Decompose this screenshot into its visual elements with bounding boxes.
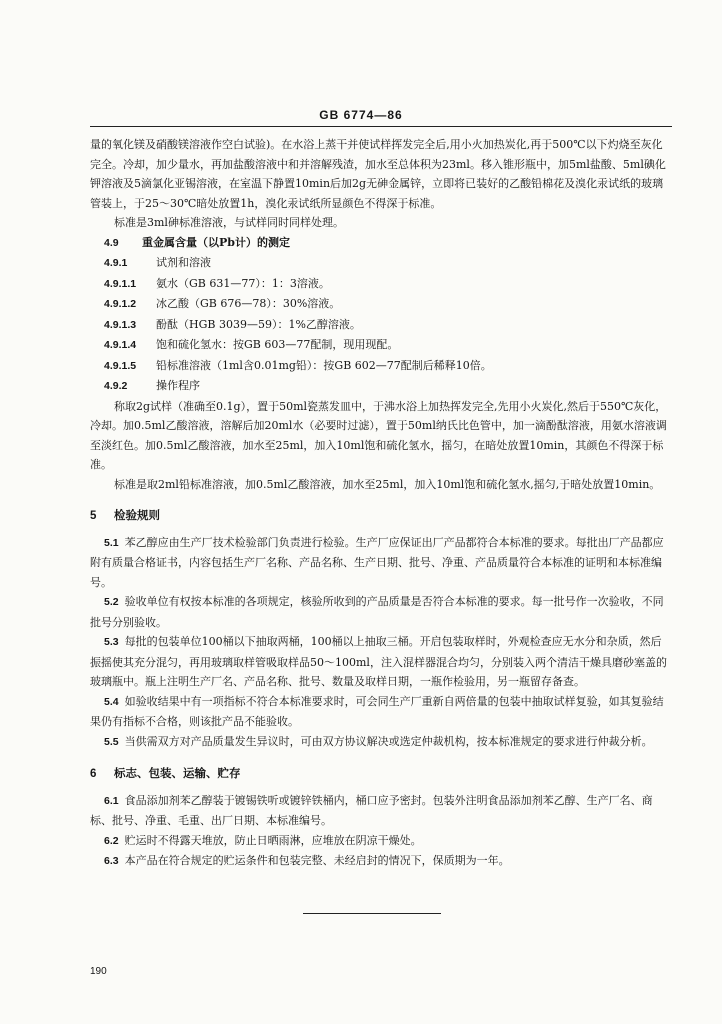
document-body: [90, 135, 672, 872]
spacer: [90, 494, 672, 506]
clause-heading-4-9-2: 4.9.2 操作程序: [104, 379, 200, 392]
clause-heading-4-9: 4.9 重金属含量（以Pb计）的测定: [104, 235, 290, 249]
spacer: [90, 752, 672, 764]
clause-5-1: 5.1 苯乙醇应由生产厂技术检验部门负责进行检验。生产厂应保证出厂产品都符合本标准的要求。每批出厂产品都应附有质量合格证书，内容包括生产厂名称、产品名称、生产日期、批号、净重、产品质量符合本标准的证明和本标准编号。: [90, 535, 664, 589]
reagent-item: 4.9.1.5 铅标准溶液（1ml含0.01mg铅）：按GB 602—77配制后稀释10倍。: [104, 358, 492, 372]
clause-5-2: 5.2 验收单位有权按本标准的各项规定，核验所收到的产品质量是否符合本标准的要求。每一批号作一次验收，不同批号分别验收。: [90, 595, 664, 629]
paragraph: 量的氧化镁及硝酸镁溶液作空白试验)。在水浴上蒸干并使试样挥发完全后,用小火加热炭化,再于500℃以下灼烧至灰化完全。冷却，加少量水，再加盐酸溶液中和并溶解残渣，加水至总体积为23ml。移入锥形瓶中，加5ml盐酸、5ml碘化钾溶液及5滴氯化亚锡溶液，在室温下静置10min后加2g无砷金属锌，立即将已装好的乙酸铅棉花及溴化汞试纸的玻璃管装上，于25～30℃暗处放置1h，溴化汞试纸所显颜色不得深于标准。: [90, 138, 666, 210]
clause-5-5: 5.5 当供需双方对产品质量发生异议时，可由双方协议解决或选定仲裁机构，按本标准规定的要求进行仲裁分析。: [104, 734, 653, 748]
paragraph: 称取2g试样（准确至0.1g），置于50ml瓷蒸发皿中，于沸水浴上加热挥发完全,先用小火炭化,然后于550℃灰化，冷却。加0.5ml乙酸溶液，溶解后加20ml水（必要时过滤），置于50ml纳氏比色管中，加一滴酚酞溶液，用氨水溶液调至淡红色。加0.5ml乙酸溶液，加水至25ml，加入10ml饱和硫化氢水，摇匀，在暗处放置10min，其颜色不得深于标准。: [90, 399, 667, 471]
clause-heading-4-9-1: 4.9.1 试剂和溶液: [104, 256, 211, 269]
reagent-item: 4.9.1.2 冰乙酸（GB 676—78）：30%溶液。: [104, 297, 341, 310]
clause-6-3: 6.3 本产品在符合规定的贮运条件和包装完整、未经启封的情况下，保质期为一年。: [104, 854, 510, 867]
paragraph: 标准是3ml砷标准溶液，与试样同时同样处理。: [114, 216, 344, 229]
clause-5-4: 5.4 如验收结果中有一项指标不符合本标准要求时，可会同生产厂重新自两倍量的包装中抽取试样复验，如其复验结果仍有指标不合格，则该批产品不能验收。: [90, 694, 664, 728]
clause-5-3: 5.3 每批的包装单位100桶以下抽取两桶，100桶以上抽取三桶。开启包装取样时，外观检查应无水分和杂质，然后振摇使其充分混匀，再用玻璃取样管吸取样品50～100ml，注入混样器混合均匀，分别装入两个清洁干燥具磨砂塞盖的玻璃瓶中。瓶上注明生产厂名、产品名称、批号、数量及取样日期，一瓶作检验用，另一瓶留存备查。: [90, 635, 667, 688]
section-heading-6: 6 标志、包装、运输、贮存: [90, 766, 241, 780]
page-number: 190: [90, 966, 107, 977]
clause-6-1: 6.1 食品添加剂苯乙醇装于镀锡铁听或镀锌铁桶内，桶口应予密封。包装外注明食品添加剂苯乙醇、生产厂名、商标、批号、净重、毛重、出厂日期、本标准编号。: [90, 793, 653, 827]
reagent-item: 4.9.1.4 饱和硫化氢水：按GB 603—77配制，现用现配。: [104, 338, 399, 351]
standard-code-header: GB 6774—86: [319, 108, 403, 122]
reagent-item: 4.9.1.1 氨水（GB 631—77）：1：3溶液。: [104, 276, 330, 290]
clause-6-2: 6.2 贮运时不得露天堆放，防止日晒雨淋，应堆放在阴凉干燥处。: [104, 833, 422, 847]
reagent-item: 4.9.1.3 酚酞（HGB 3039—59）：1%乙醇溶液。: [104, 317, 361, 331]
paragraph: 标准是取2ml铅标准溶液，加0.5ml乙酸溶液，加水至25ml，加入10ml饱和硫化氢水,摇匀,于暗处放置10min。: [114, 477, 661, 491]
header-rule: [90, 126, 672, 127]
end-rule: [303, 913, 441, 914]
section-heading-5: 5 检验规则: [90, 508, 160, 522]
